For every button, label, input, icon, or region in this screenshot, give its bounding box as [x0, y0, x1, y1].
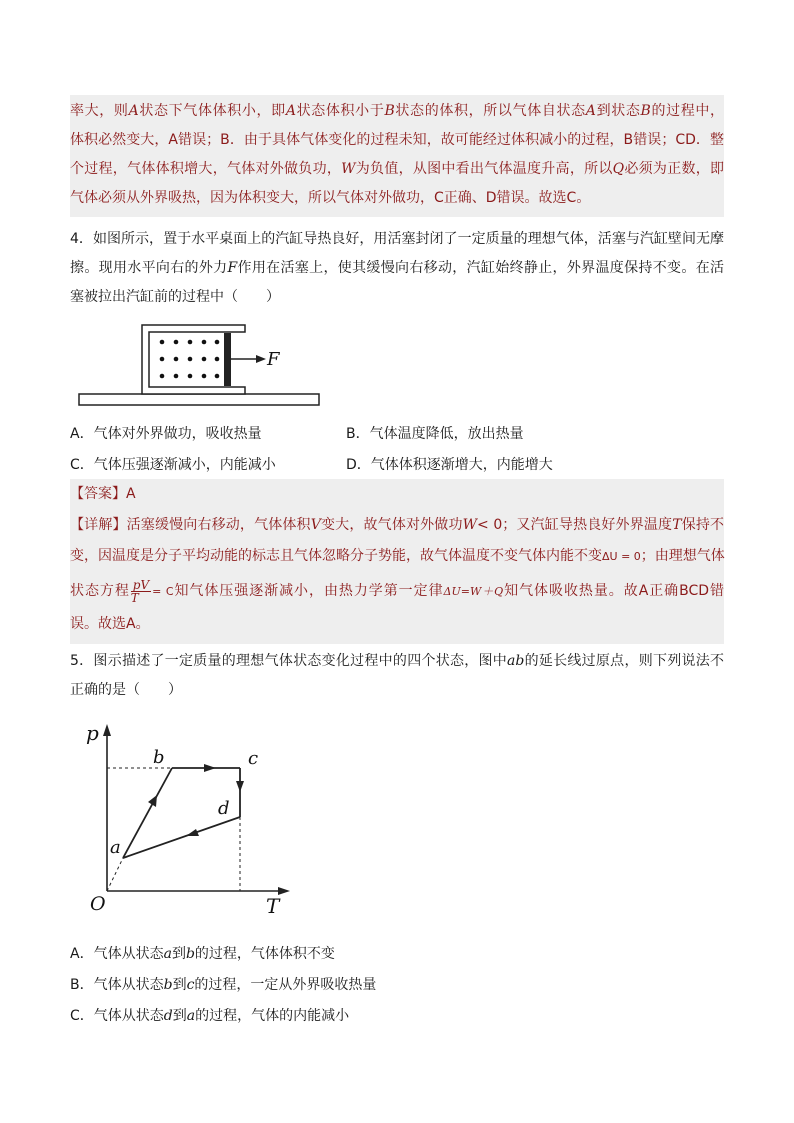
q4-line-2: 擦。现用水平向右的外力F作用在活塞上，使其缓慢向右移动，汽缸始终静止，外界温度保持不变。在活 [70, 260, 725, 276]
state-equation-fraction: $\frac{pV}{T}$ [130, 577, 150, 605]
q5-option-c[interactable]: C．气体从状态d到a的过程，气体的内能减小 [70, 1008, 350, 1024]
explanation-line-3: 个过程，气体体积增大，气体对外做负功，W为负值，从图中看出气体温度升高，所以Q必须为正数，即 [70, 161, 725, 177]
cylinder-piston-figure [70, 318, 330, 410]
answer-line [70, 480, 136, 509]
detail-line-1: 【详解】活塞缓慢向右移动，气体体积V变大，故气体对外做功W< 0；又汽缸导热良好外界温度T保持不 [70, 517, 725, 533]
q5-line-1: 5．图示描述了一定质量的理想气体状态变化过程中的四个状态，图中ab的延长线过原点，则下列说法不 [70, 653, 725, 669]
table-surface [79, 394, 319, 405]
q4-answer-block [70, 479, 724, 644]
y-axis-arrowhead [103, 724, 111, 736]
point-a-label: a [110, 837, 121, 858]
q5-option-b[interactable]: B．气体从状态b到c的过程，一定从外界吸收热量 [70, 977, 377, 993]
explanation-line-4: 气体必须从外界吸热，因为体积变大，所以气体对外做功，C正确、D错误。故选C。 [70, 190, 591, 206]
detail-tag: 【详解】 [70, 517, 127, 533]
q5-option-a[interactable]: A．气体从状态a到b的过程，气体体积不变 [70, 946, 335, 962]
arrow-bc [204, 764, 216, 772]
arrow-da [186, 829, 199, 836]
q4-line-1: 4．如图所示，置于水平桌面上的汽缸导热良好，用活塞封闭了一定质量的理想气体，活塞与汽缸壁间无摩 [70, 231, 724, 247]
answer-tag: 【答案】 [70, 486, 126, 502]
answer-value: A [126, 486, 136, 502]
force-label: F [267, 349, 280, 370]
point-b-label: b [153, 747, 165, 768]
arrow-cd [236, 781, 244, 792]
detail-line-4: 误。故选A。 [70, 616, 150, 632]
origin-label: O [90, 893, 106, 915]
q4-option-d[interactable]: D．气体体积逐渐增大，内能增大 [346, 457, 553, 473]
q4-option-b[interactable]: B．气体温度降低，放出热量 [346, 426, 524, 442]
piston [224, 333, 231, 386]
process-da [123, 817, 240, 858]
point-d-label: d [218, 798, 230, 819]
process-ab [123, 768, 172, 858]
ab-extension-dashed [107, 858, 123, 891]
previous-explanation [70, 95, 724, 217]
explanation-line-1: 率大，则A状态下气体体积小，即A状态体积小于B状态的体积，所以气体自状态A到状态B的过程中， [70, 103, 725, 119]
q5-line-2: 正确的是（ ） [70, 682, 182, 698]
p-T-graph [80, 720, 300, 920]
detail-line-2: 变，因温度是分子平均动能的标志且气体忽略分子势能，故气体温度不变气体内能不变ΔU = 0；由理想气体 [70, 548, 725, 564]
force-arrowhead [256, 355, 266, 363]
explanation-line-2: 体积必然变大，A错误；B．由于具体气体变化的过程未知，故可能经过体积减小的过程，B错误；CD．整 [70, 132, 724, 148]
q4-option-c[interactable]: C．气体压强逐渐减小，内能减小 [70, 457, 276, 473]
point-c-label: c [248, 748, 259, 769]
q4-line-3: 塞被拉出汽缸前的过程中（ ） [70, 289, 280, 305]
y-axis-label: p [86, 721, 99, 745]
gas-molecules [160, 340, 220, 379]
x-axis-arrowhead [278, 887, 290, 895]
detail-line-3: 状态方程 $\frac{pV}{T}$ = C知气体压强逐渐减小，由热力学第一定律ΔU=W＋Q知气体吸收热量。故A正确BCD错 [70, 577, 724, 605]
q4-option-a[interactable]: A．气体对外界做功，吸收热量 [70, 426, 262, 442]
x-axis-label: T [266, 894, 280, 918]
